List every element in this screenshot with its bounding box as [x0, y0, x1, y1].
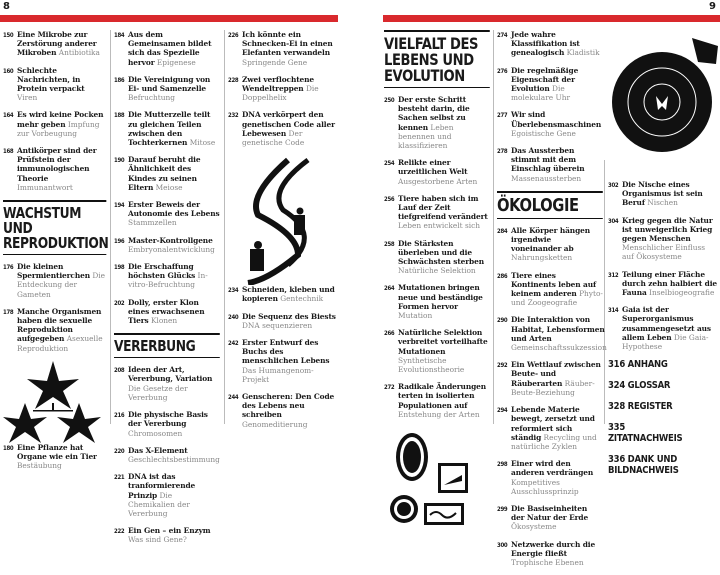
entry-subtitle: Kladistik — [566, 48, 600, 58]
entry-title: Schneiden, kleben und kopieren — [242, 285, 335, 304]
page-ref: 314 — [608, 307, 619, 315]
entry-title: Gaia ist der Superorganismus zusammengesetzt aus allem Leben — [622, 305, 711, 342]
divider — [493, 30, 494, 424]
page-ref: 228 — [228, 76, 239, 84]
toc-entry[interactable] — [114, 526, 220, 544]
page-ref: 276 — [497, 67, 508, 75]
page-ref: 184 — [114, 32, 125, 39]
red-bar-left — [0, 15, 338, 22]
toc-entry[interactable] — [608, 270, 718, 298]
page-ref: 222 — [114, 528, 125, 536]
toc-entry[interactable] — [114, 365, 220, 402]
toc-entry[interactable] — [497, 30, 603, 58]
toc-entry[interactable] — [608, 305, 718, 351]
entry-subtitle: Bestäubung — [17, 461, 62, 471]
toc-entry[interactable] — [114, 298, 220, 326]
entry-title: Die Nische eines Organismus ist sein Beruf — [622, 180, 703, 208]
section-heading: VERERBUNG — [114, 333, 220, 358]
entry-title: Tiere eines Kontinents leben auf keinem anderen — [511, 270, 597, 299]
toc-entry[interactable] — [114, 472, 220, 518]
entry-title: Jede wahre Klassifikation ist genealogisch — [511, 30, 580, 58]
entry-subtitle: Die Entdeckung der Gameten — [17, 271, 106, 299]
entry-title: Aus dem Gemeinsamen bildet sich das Spezielle hervor — [128, 30, 212, 67]
entry-subtitle: Ökosysteme — [511, 522, 557, 532]
toc-entry[interactable] — [384, 328, 490, 374]
entry-title: Darauf beruht die Ähnlichkeit des Kindes zu seinen Eltern — [128, 155, 201, 192]
toc-entry[interactable] — [3, 443, 106, 471]
entry-subtitle: Was sind Gene? — [128, 535, 187, 545]
page-ref: 304 — [608, 217, 619, 225]
entry-title: Alle Körper hängen irgendwie voneinander ab — [511, 225, 591, 254]
entry-subtitle: Räuber-Beute-Beziehung — [511, 378, 595, 397]
entry-title: Ein Wettlauf zwischen Beute- und Räuberarten — [511, 360, 601, 388]
entry-subtitle: Der genetische Code — [242, 128, 305, 148]
entry-subtitle: Klonen — [150, 316, 178, 326]
entry-title: Ideen der Art, Vererbung, Variation — [128, 365, 213, 384]
entry-title: Die Stärksten überleben und die Schwächsten sterben — [398, 238, 484, 267]
entry-subtitle: Chromosomen — [128, 428, 183, 438]
page-ref: 176 — [3, 264, 14, 272]
page-ref: 240 — [228, 313, 239, 321]
entry-title: Teilung einer Fläche durch zehn halbiert die Fauna — [622, 269, 718, 298]
toc-column-2 — [114, 30, 220, 553]
entry-title: Die physische Basis der Vererbung — [128, 410, 208, 429]
entry-title: Master-Kontrollgene — [128, 235, 213, 245]
entry-subtitle: Natürliche Selektion — [398, 266, 476, 276]
toc-column-4 — [384, 30, 490, 541]
toc-entry[interactable] — [114, 236, 220, 254]
section-heading: ÖKOLOGIE — [497, 191, 603, 219]
entry-title: Es wird keine Pocken mehr geben — [17, 110, 104, 129]
section-heading: VIELFALT DES LEBENS UND EVOLUTION — [384, 30, 490, 88]
appendix-entry[interactable]: 324 GLOSSAR — [608, 380, 671, 392]
page-ref: 298 — [497, 461, 508, 469]
entry-title: Die Basiseinheiten der Natur der Erde — [511, 503, 589, 523]
entry-subtitle: Gentechnik — [280, 294, 324, 304]
toc-entry[interactable] — [3, 307, 106, 353]
entry-subtitle: Recycling und natürliche Zyklen — [511, 432, 597, 451]
page-ref: 278 — [497, 148, 508, 156]
toc-entry[interactable] — [228, 75, 338, 103]
entry-title: Manche Organismen haben die sexuelle Reproduktion aufgegeben — [17, 306, 102, 344]
entry-title: Die Sequenz des Biests — [242, 311, 336, 321]
toc-entry[interactable] — [497, 405, 603, 451]
divider — [110, 30, 111, 424]
page-ref: 254 — [384, 160, 395, 168]
page-ref: 242 — [228, 340, 239, 348]
page-ref: 294 — [497, 407, 508, 415]
entry-subtitle: Geschlechtsbestimmung — [128, 454, 220, 464]
entry-subtitle: Immunantwort — [17, 182, 73, 192]
entry-title: Dolly, erster Klon eines erwachsenen Tiers — [128, 297, 205, 326]
page-ref: 164 — [3, 112, 14, 120]
entry-title: Das X-Element — [128, 445, 188, 455]
page-ref: 220 — [114, 447, 125, 455]
toc-column-3 — [228, 30, 338, 437]
entry-subtitle: Die Gaia-Hypothese — [622, 332, 709, 352]
entry-subtitle: Genomeditierung — [242, 419, 308, 429]
entry-subtitle: Leben benennen und klassifizieren — [398, 122, 454, 151]
entry-subtitle: Kompetitives Ausschlussprinzip — [511, 477, 579, 496]
toc-entry[interactable] — [114, 446, 220, 464]
toc-entry[interactable] — [384, 239, 490, 276]
toc-entry[interactable] — [384, 283, 490, 320]
entry-subtitle: Nahrungsketten — [511, 253, 573, 263]
page-ref: 232 — [228, 112, 239, 120]
page-ref: 186 — [114, 76, 125, 84]
toc-column-6 — [608, 180, 718, 486]
page-ref: 250 — [384, 97, 395, 104]
entry-title: Die Erschaffung höchsten Glücks — [128, 262, 196, 281]
toc-entry[interactable] — [497, 504, 603, 532]
page-ref: 188 — [114, 112, 125, 120]
page-ref: 256 — [384, 195, 395, 203]
section-heading: WACHSTUM UND REPRODUKTION — [3, 200, 106, 255]
toc-entry[interactable] — [384, 194, 490, 231]
toc-entry[interactable] — [497, 146, 603, 183]
entry-subtitle: Inselbiogeografie — [649, 288, 715, 298]
entry-subtitle: Impfung zur Vorbeugung — [17, 119, 100, 138]
toc-entry[interactable] — [3, 66, 106, 103]
toc-entry[interactable] — [384, 158, 490, 186]
toc-entry[interactable] — [3, 110, 106, 138]
toc-entry[interactable] — [114, 75, 220, 103]
entry-title: Die regelmäßige Eigenschaft der Evolution — [511, 65, 579, 94]
entry-title: Genscheren: Den Code des Lebens neu schreiben — [242, 392, 335, 420]
toc-entry[interactable] — [497, 540, 603, 568]
page-ref: 312 — [608, 271, 619, 279]
entry-subtitle: Mitose — [189, 138, 216, 148]
entry-subtitle: DNA sequenzieren — [242, 320, 313, 330]
page-ref: 292 — [497, 362, 508, 370]
framed-animals-illustration — [384, 427, 490, 541]
page-ref: 168 — [3, 148, 14, 156]
toc-entry[interactable] — [497, 66, 603, 103]
appendix-entry[interactable]: 335 ZITATNACHWEIS — [608, 422, 683, 445]
entry-subtitle: Springende Gene — [242, 57, 308, 67]
entry-subtitle: Phyto- und Zoogeografie — [511, 289, 603, 308]
entry-subtitle: Antibiotika — [58, 48, 100, 58]
page-ref: 196 — [114, 237, 125, 245]
toc-entry[interactable] — [114, 155, 220, 192]
entry-subtitle: Synthetische Evolutionstheorie — [398, 355, 465, 375]
appendix-entry[interactable]: 316 ANHANG — [608, 359, 668, 371]
toc-entry[interactable] — [497, 360, 603, 397]
toc-entry[interactable] — [3, 262, 106, 299]
page-ref: 198 — [114, 264, 125, 272]
toc-entry[interactable] — [228, 110, 338, 147]
toc-column-5 — [497, 30, 607, 575]
toc-entry[interactable] — [608, 216, 718, 262]
entry-title: DNA verkörpert den genetischen Code aller Lebewesen — [242, 110, 335, 138]
page-ref: 234 — [228, 287, 239, 295]
page-ref: 150 — [3, 32, 14, 39]
entry-subtitle: Die Chemikalien der Vererbung — [128, 490, 190, 518]
red-bar-right — [383, 15, 720, 22]
entry-title: Zwei verflochtene Wendeltreppen — [242, 74, 315, 94]
page-ref: 178 — [3, 308, 14, 316]
page-ref: 202 — [114, 299, 125, 307]
page-ref: 208 — [114, 367, 125, 375]
divider — [224, 30, 225, 424]
entry-title: Einer wird den anderen verdrängen — [511, 459, 594, 478]
entry-title: Eine Pflanze hat Organe wie ein Tier — [17, 442, 97, 462]
entry-title: Wir sind Überlebensmaschinen — [511, 110, 602, 129]
page-ref: 244 — [228, 394, 239, 402]
entry-subtitle: Leben entwickelt sich — [398, 221, 481, 231]
page-ref: 284 — [497, 227, 508, 235]
toc-entry[interactable] — [228, 338, 338, 384]
puzzle-animal-illustration — [612, 34, 720, 162]
toc-entry[interactable] — [3, 146, 106, 192]
entry-subtitle: Massenaussterben — [511, 173, 582, 183]
entry-title: Schlechte Nachrichten, in Protein verpackt — [17, 65, 85, 94]
toc-entry[interactable] — [608, 180, 718, 208]
starfish-illustration — [3, 361, 106, 443]
page-ref: 264 — [384, 285, 395, 293]
entry-title: Der erste Schritt besteht darin, die Sachen selbst zu kennen — [398, 95, 470, 132]
entry-title: Erster Beweis der Autonomie des Lebens — [128, 200, 220, 219]
page-ref: 290 — [497, 317, 508, 325]
toc-entry[interactable] — [228, 392, 338, 429]
page-ref: 277 — [497, 112, 508, 120]
page-ref: 286 — [497, 272, 508, 280]
entry-title: Antikörper sind der Prüfstein der immunologischen Theorie — [17, 146, 97, 183]
toc-entry[interactable] — [497, 226, 603, 263]
toc-entry[interactable] — [497, 110, 603, 138]
page-ref: 216 — [114, 412, 125, 420]
entry-subtitle: Trophische Ebenen — [511, 557, 584, 567]
page-ref: 194 — [114, 202, 125, 210]
entry-title: Erster Entwurf des Buchs des menschlichen Lebens — [242, 338, 330, 366]
entry-subtitle: Nischen — [647, 198, 678, 208]
page-ref: 302 — [608, 182, 619, 189]
entry-title: DNA ist das tranformierende Prinzip — [128, 472, 196, 500]
page-ref: 274 — [497, 32, 508, 39]
appendix-entry[interactable]: 328 REGISTER — [608, 401, 673, 413]
entry-title: Die Interaktion von Habitat, Lebensformen und Arten — [511, 315, 605, 343]
entry-title: Relikte einer urzeitlichen Welt — [398, 158, 468, 177]
entry-title: Die Mutterzelle teilt zu gleichen Teilen zwischen den Tochterkernen — [128, 110, 211, 148]
entry-subtitle: Befruchtung — [128, 93, 175, 103]
entry-title: Tiere haben sich im Lauf der Zeit tiefgreifend verändert — [398, 193, 488, 222]
page-ref: 190 — [114, 157, 125, 165]
entry-title: Lebende Materie bewegt, zersetzt und reformiert sich ständig — [511, 405, 595, 442]
entry-subtitle: In-vitro-Befruchtung — [128, 271, 208, 290]
entry-title: Die Vereinigung von Ei- und Samenzelle — [128, 74, 211, 94]
page-ref: 226 — [228, 32, 239, 39]
entry-subtitle: Gemeinschaftssukzession — [511, 343, 607, 353]
entry-subtitle: Stammzellen — [128, 218, 177, 228]
toc-entry[interactable] — [384, 382, 490, 419]
page-ref: 299 — [497, 505, 508, 513]
entry-title: Ein Gen – ein Enzym — [128, 526, 211, 536]
toc-entry[interactable] — [228, 285, 338, 303]
entry-subtitle: Ausgestorbene Arten — [398, 176, 478, 186]
toc-column-1 — [3, 30, 109, 478]
entry-subtitle: Egoistische Gene — [511, 128, 576, 138]
page-number-right: 9 — [709, 1, 716, 12]
divider — [604, 160, 605, 424]
toc-entry[interactable] — [114, 262, 220, 290]
toc-entry[interactable] — [114, 30, 220, 67]
page-ref: 180 — [3, 444, 14, 452]
page-ref: 221 — [114, 474, 125, 482]
entry-subtitle: Die molekulare Uhr — [511, 84, 570, 103]
toc-entry[interactable] — [114, 200, 220, 228]
page-ref: 272 — [384, 384, 395, 392]
toc-entry[interactable] — [228, 30, 338, 67]
entry-subtitle: Epigenese — [156, 57, 196, 67]
entry-title: Ich könnte ein Schnecken-Ei in einen Elefanten verwandeln — [242, 30, 333, 58]
entry-subtitle: Asexuelle Reproduktion — [17, 334, 103, 353]
page-ref: 300 — [497, 541, 508, 549]
dna-staircase-illustration — [228, 155, 338, 285]
toc-entry[interactable] — [384, 95, 490, 150]
appendix-entry[interactable]: 336 DANK UND BILDNACHWEIS — [608, 454, 679, 477]
entry-subtitle: Entstehung der Arten — [398, 409, 480, 419]
entry-title: Die kleinen Spermientierchen — [17, 262, 90, 281]
entry-subtitle: Das Humangenom-Projekt — [242, 365, 314, 384]
entry-title: Netzwerke durch die Energie fließt — [511, 539, 596, 558]
page-number-left: 8 — [3, 1, 10, 12]
entry-title: Das Aussterben stimmt mit dem Einschlag überein — [511, 146, 585, 174]
entry-title: Mutationen bringen neue und beständige Formen hervor — [398, 283, 483, 311]
toc-entry[interactable] — [114, 110, 220, 147]
entry-subtitle: Viren — [17, 93, 38, 103]
entry-subtitle: Die Gesetze der Vererbung — [128, 383, 188, 402]
entry-title: Radikale Änderungen terten in isolierten Populationen auf — [398, 382, 487, 410]
entry-title: Natürliche Selektion verbreitet vorteilhafte Mutationen — [398, 328, 488, 356]
entry-subtitle: Menschlicher Einfluss auf Ökosysteme — [622, 243, 706, 262]
toc-entry[interactable] — [497, 271, 603, 308]
entry-subtitle: Mutation — [398, 311, 433, 321]
entry-subtitle: Meiose — [155, 182, 183, 192]
page-ref: 160 — [3, 67, 14, 75]
toc-entry[interactable] — [497, 459, 603, 496]
toc-entry[interactable] — [3, 30, 106, 58]
toc-entry[interactable] — [497, 315, 607, 353]
toc-entry[interactable] — [228, 312, 338, 330]
page-ref: 266 — [384, 330, 395, 338]
page-ref: 258 — [384, 240, 395, 248]
entry-subtitle: Embryonalentwicklung — [128, 244, 215, 254]
entry-title: Krieg gegen die Natur ist unweigerlich Krieg gegen Menschen — [622, 215, 713, 244]
entry-title: Eine Mikrobe zur Zerstörung anderer Mikroben — [17, 30, 97, 58]
entry-subtitle: Die Doppelhelix — [242, 84, 319, 103]
